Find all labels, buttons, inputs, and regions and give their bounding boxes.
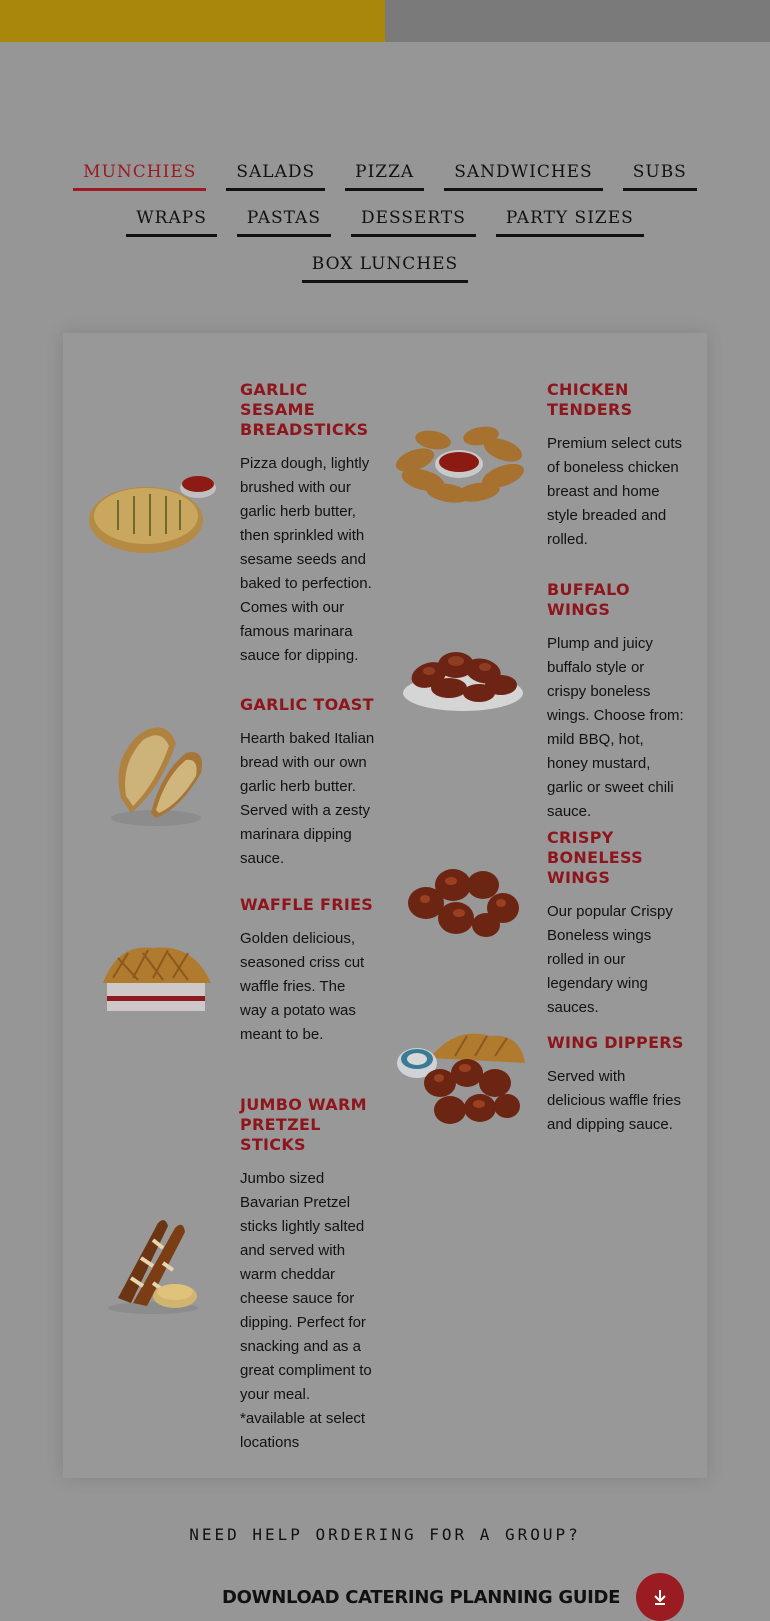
top-banner-yellow: [0, 0, 385, 42]
tab-wraps[interactable]: WRAPS: [126, 206, 217, 237]
item-description: Pizza dough, lightly brushed with our garlic herb butter, then sprinkled with sesame seeds and baked to perfection. Comes with our famous marinara sauce for dipping.: [240, 455, 372, 664]
tab-sandwiches[interactable]: SANDWICHES: [444, 160, 603, 191]
boneless-wings-image: [401, 863, 526, 948]
item-description: Golden delicious, seasoned criss cut waffle fries. The way a potato was meant to be.: [240, 930, 365, 1043]
chicken-tenders-image: [393, 418, 528, 508]
download-label[interactable]: DOWNLOAD CATERING PLANNING GUIDE: [222, 1586, 621, 1608]
tab-row-1: [0, 160, 770, 206]
item-title: JUMBO WARM PRETZEL STICKS: [240, 1095, 367, 1154]
menu-item-chicken-tenders[interactable]: [547, 380, 685, 552]
tab-subs[interactable]: SUBS: [623, 160, 697, 191]
tab-desserts[interactable]: DESSERTS: [351, 206, 476, 237]
item-title: WAFFLE FRIES: [240, 895, 374, 914]
tab-row-3: [0, 252, 770, 298]
download-arrow-icon[interactable]: [636, 1573, 684, 1621]
tab-pizza[interactable]: PIZZA: [345, 160, 424, 191]
category-tabs: [0, 160, 770, 298]
top-banner-grey: [385, 0, 770, 42]
pretzel-sticks-image: [103, 1208, 203, 1318]
menu-item-garlic-toast[interactable]: [240, 695, 375, 871]
tab-box-lunches[interactable]: BOX LUNCHES: [302, 252, 468, 283]
item-title: WING DIPPERS: [547, 1033, 684, 1052]
item-description: Jumbo sized Bavarian Pretzel sticks lightly salted and served with warm cheddar cheese sauce for dipping. Perfect for snacking and as a great compliment to your meal.: [240, 1170, 372, 1403]
item-description: Hearth baked Italian bread with our own garlic herb butter. Served with a zesty marinara dipping sauce.: [240, 730, 375, 867]
item-description: Premium select cuts of boneless chicken breast and home style breaded and rolled.: [547, 435, 683, 548]
item-description: Served with delicious waffle fries and dipping sauce.: [547, 1068, 681, 1133]
tab-pastas[interactable]: PASTAS: [237, 206, 331, 237]
item-title: BUFFALO WINGS: [547, 580, 630, 619]
menu-item-buffalo-wings[interactable]: [547, 580, 685, 824]
tab-salads[interactable]: SALADS: [226, 160, 325, 191]
tab-row-2: [0, 206, 770, 252]
menu-item-wing-dippers[interactable]: [547, 1033, 685, 1137]
menu-item-waffle-fries[interactable]: [240, 895, 375, 1047]
menu-item-jumbo-pretzel-sticks[interactable]: [240, 1095, 375, 1455]
tab-party-sizes[interactable]: PARTY SIZES: [496, 206, 644, 237]
tab-munchies[interactable]: MUNCHIES: [73, 160, 206, 191]
group-order-heading: NEED HELP ORDERING FOR A GROUP?: [189, 1525, 581, 1544]
item-title: GARLIC SESAME BREADSTICKS: [240, 380, 369, 439]
breadsticks-image: [88, 468, 223, 558]
wing-dippers-image: [395, 1028, 530, 1138]
waffle-fries-image: [93, 938, 218, 1023]
item-note: *available at select locations: [240, 1410, 366, 1451]
download-catering-guide[interactable]: [222, 1573, 684, 1621]
garlic-toast-image: [101, 718, 211, 833]
menu-item-garlic-sesame-breadsticks[interactable]: [240, 380, 375, 668]
buffalo-wings-image: [401, 633, 526, 718]
top-banner: [0, 0, 770, 42]
menu-panel: [63, 333, 707, 1478]
menu-item-crispy-boneless-wings[interactable]: [547, 828, 685, 1020]
item-title: CHICKEN TENDERS: [547, 380, 633, 419]
item-title: CRISPY BONELESS WINGS: [547, 828, 643, 887]
item-title: GARLIC TOAST: [240, 695, 374, 714]
item-description: Our popular Crispy Boneless wings rolled in our legendary wing sauces.: [547, 903, 673, 1016]
item-description: Plump and juicy buffalo style or crispy boneless wings. Choose from: mild BBQ, hot, honey mustard, garlic or sweet chili sauce.: [547, 635, 684, 820]
